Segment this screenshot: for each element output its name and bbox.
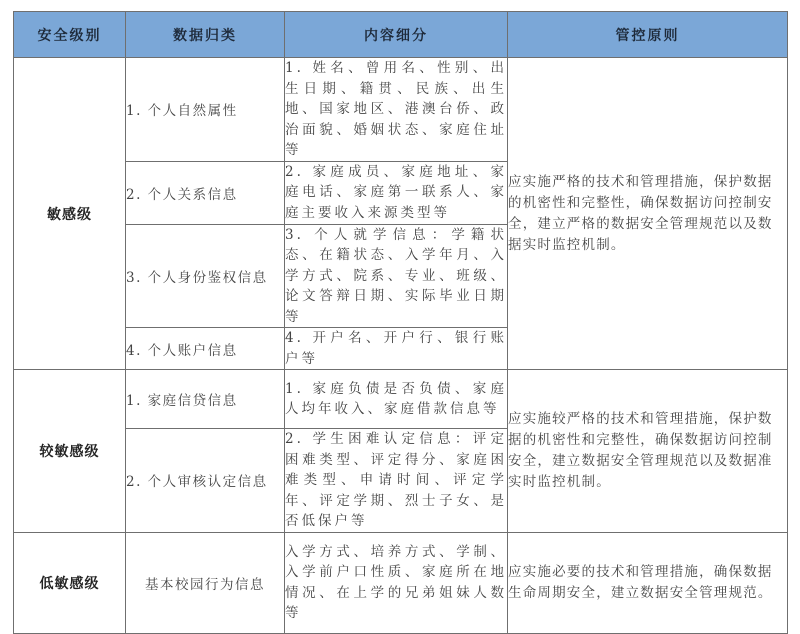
security-level-low-sensitive: 低敏感级	[14, 532, 126, 633]
category-cell: 2. 个人关系信息	[126, 161, 285, 224]
detail-cell: 3. 个人就学信息：学籍状态、在籍状态、入学年月、入学方式、院系、专业、班级、论文答辩日期、实际毕业日期等	[285, 224, 508, 328]
table-row	[14, 58, 788, 162]
header-row	[14, 12, 788, 58]
category-cell: 3. 个人身份鉴权信息	[126, 224, 285, 328]
header-control-principle: 管控原则	[508, 12, 788, 58]
control-principle-moderately-sensitive: 应实施较严格的技术和管理措施，保护数据的机密性和完整性，确保数据访问控制安全，建立数据安全管理规范以及数据准实时监控机制。	[508, 370, 788, 533]
detail-cell: 入学方式、培养方式、学制、入学前户口性质、家庭所在地情况、在上学的兄弟姐妹人数等	[285, 532, 508, 633]
control-principle-sensitive: 应实施严格的技术和管理措施，保护数据的机密性和完整性，确保数据访问控制安全，建立严格的数据安全管理规范以及数据实时监控机制。	[508, 58, 788, 370]
detail-cell: 2. 家庭成员、家庭地址、家庭电话、家庭第一联系人、家庭主要收入来源类型等	[285, 161, 508, 224]
category-cell: 基本校园行为信息	[126, 532, 285, 633]
security-level-sensitive: 敏感级	[14, 58, 126, 370]
header-content-detail: 内容细分	[285, 12, 508, 58]
header-data-category: 数据归类	[126, 12, 285, 58]
detail-cell: 1. 姓名、曾用名、性别、出生日期、籍贯、民族、出生地、国家地区、港澳台侨、政治面貌、婚姻状态、家庭住址等	[285, 58, 508, 162]
category-cell: 2. 个人审核认定信息	[126, 429, 285, 533]
detail-cell: 4. 开户名、开户行、银行账户等	[285, 328, 508, 370]
data-classification-table	[13, 11, 788, 634]
detail-cell: 2. 学生困难认定信息：评定困难类型、评定得分、家庭困难类型、申请时间、评定学年、评定学期、烈士子女、是否低保户等	[285, 429, 508, 533]
security-level-moderately-sensitive: 较敏感级	[14, 370, 126, 533]
table-row	[14, 532, 788, 633]
table-row	[14, 370, 788, 429]
control-principle-low-sensitive: 应实施必要的技术和管理措施，确保数据生命周期安全，建立数据安全管理规范。	[508, 532, 788, 633]
category-cell: 1. 家庭信贷信息	[126, 370, 285, 429]
category-cell: 4. 个人账户信息	[126, 328, 285, 370]
header-security-level: 安全级别	[14, 12, 126, 58]
detail-cell: 1. 家庭负债是否负债、家庭人均年收入、家庭借款信息等	[285, 370, 508, 429]
category-cell: 1. 个人自然属性	[126, 58, 285, 162]
